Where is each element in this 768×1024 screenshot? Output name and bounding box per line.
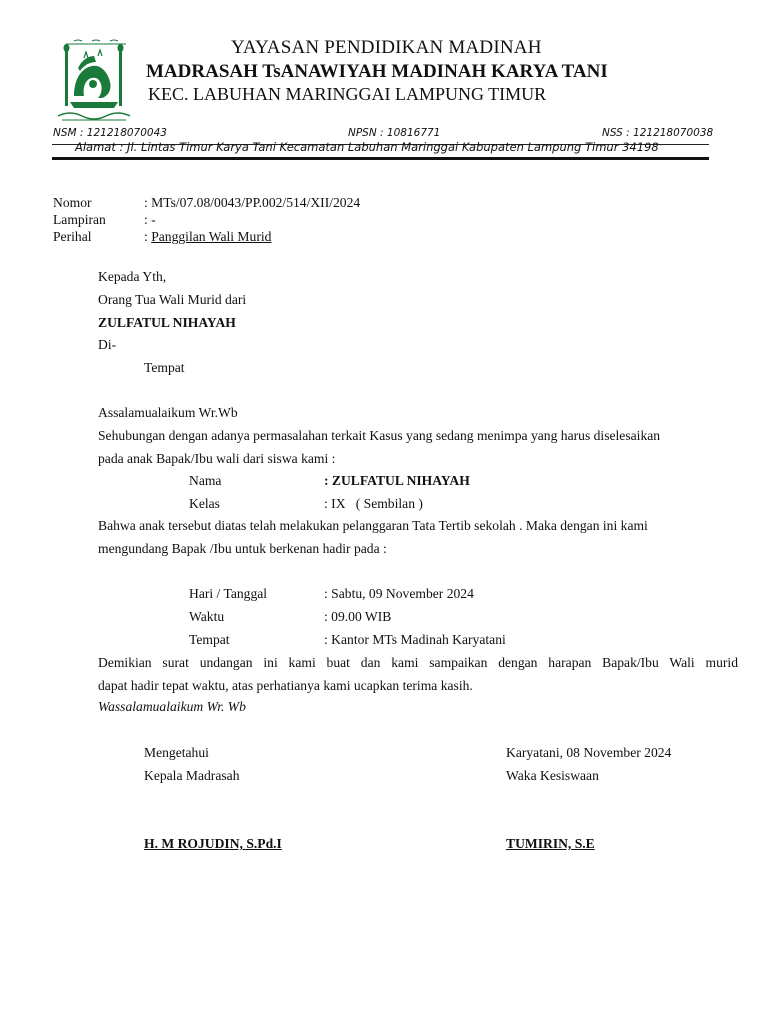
schedule-time-label: Waktu <box>189 609 225 624</box>
nsm-number: NSM : 121218070043 <box>53 127 167 139</box>
schedule-time-value: : 09.00 WIB <box>324 609 392 624</box>
closing-greeting: Wassalamualaikum Wr. Wb <box>98 699 246 714</box>
npsn-number: NPSN : 10816771 <box>348 127 441 139</box>
school-address: Alamat : Jl. Lintas Timur Karya Tani Kecamatan Labuhan Maringgai Kabupaten Lampung Timur 34198 <box>75 140 659 154</box>
paragraph-1-line-2: pada anak Bapak/Ibu wali dari siswa kami : <box>98 451 336 466</box>
student-class-value: : IX ( Sembilan ) <box>324 496 423 511</box>
paragraph-2-line-2: mengundang Bapak /Ibu untuk berkenan hadir pada : <box>98 541 387 556</box>
nss-number: NSS : 121218070038 <box>602 127 714 139</box>
lampiran-value: : - <box>144 212 156 227</box>
perihal-row <box>144 229 271 245</box>
recipient-salutation: Kepada Yth, <box>98 269 167 284</box>
signature-left-name: H. M ROJUDIN, S.Pd.I <box>144 836 282 851</box>
signature-left-line-2: Kepala Madrasah <box>144 768 240 783</box>
paragraph-2-line-1: Bahwa anak tersebut diatas telah melakukan pelanggaran Tata Tertib sekolah . Maka dengan ini kami <box>98 518 648 533</box>
recipient-place: Tempat <box>144 360 185 375</box>
paragraph-3-line-1: Demikian surat undangan ini kami buat dan kami sampaikan dengan harapan Bapak/Ibu Wali murid <box>98 655 738 670</box>
schedule-place-value: : Kantor MTs Madinah Karyatani <box>324 632 506 647</box>
schedule-date-value: : Sabtu, 09 November 2024 <box>324 586 474 601</box>
signature-right-line-1: Karyatani, 08 November 2024 <box>506 745 672 760</box>
school-name: MADRASAH TsANAWIYAH MADINAH KARYA TANI <box>146 61 608 82</box>
header-thick-rule <box>52 157 709 160</box>
perihal-colon: : <box>144 229 152 244</box>
district-name: KEC. LABUHAN MARINGGAI LAMPUNG TIMUR <box>148 84 547 104</box>
student-name-value: : ZULFATUL NIHAYAH <box>324 473 470 488</box>
greeting: Assalamualaikum Wr.Wb <box>98 405 238 420</box>
perihal-label: Perihal <box>53 229 92 244</box>
student-class-label: Kelas <box>189 496 220 511</box>
recipient-student: ZULFATUL NIHAYAH <box>98 315 236 330</box>
recipient-di: Di- <box>98 337 117 352</box>
signature-right-name: TUMIRIN, S.E <box>506 836 595 851</box>
signature-right-line-2: Waka Kesiswaan <box>506 768 599 783</box>
paragraph-3-line-2: dapat hadir tepat waktu, atas perhatianya kami ucapkan terima kasih. <box>98 678 473 693</box>
foundation-name: YAYASAN PENDIDIKAN MADINAH <box>231 37 542 58</box>
schedule-date-label: Hari / Tanggal <box>189 586 268 601</box>
perihal-value: Panggilan Wali Murid <box>151 229 272 244</box>
madrasah-logo <box>52 38 136 122</box>
nomor-value: : MTs/07.08/0043/PP.002/514/XII/2024 <box>144 195 361 210</box>
schedule-place-label: Tempat <box>189 632 230 647</box>
nomor-label: Nomor <box>53 195 92 210</box>
lampiran-label: Lampiran <box>53 212 106 227</box>
signature-left-line-1: Mengetahui <box>144 745 209 760</box>
recipient-parent: Orang Tua Wali Murid dari <box>98 292 247 307</box>
paragraph-1-line-1: Sehubungan dengan adanya permasalahan terkait Kasus yang sedang menimpa yang harus diselesaikan <box>98 428 661 443</box>
student-name-label: Nama <box>189 473 222 488</box>
